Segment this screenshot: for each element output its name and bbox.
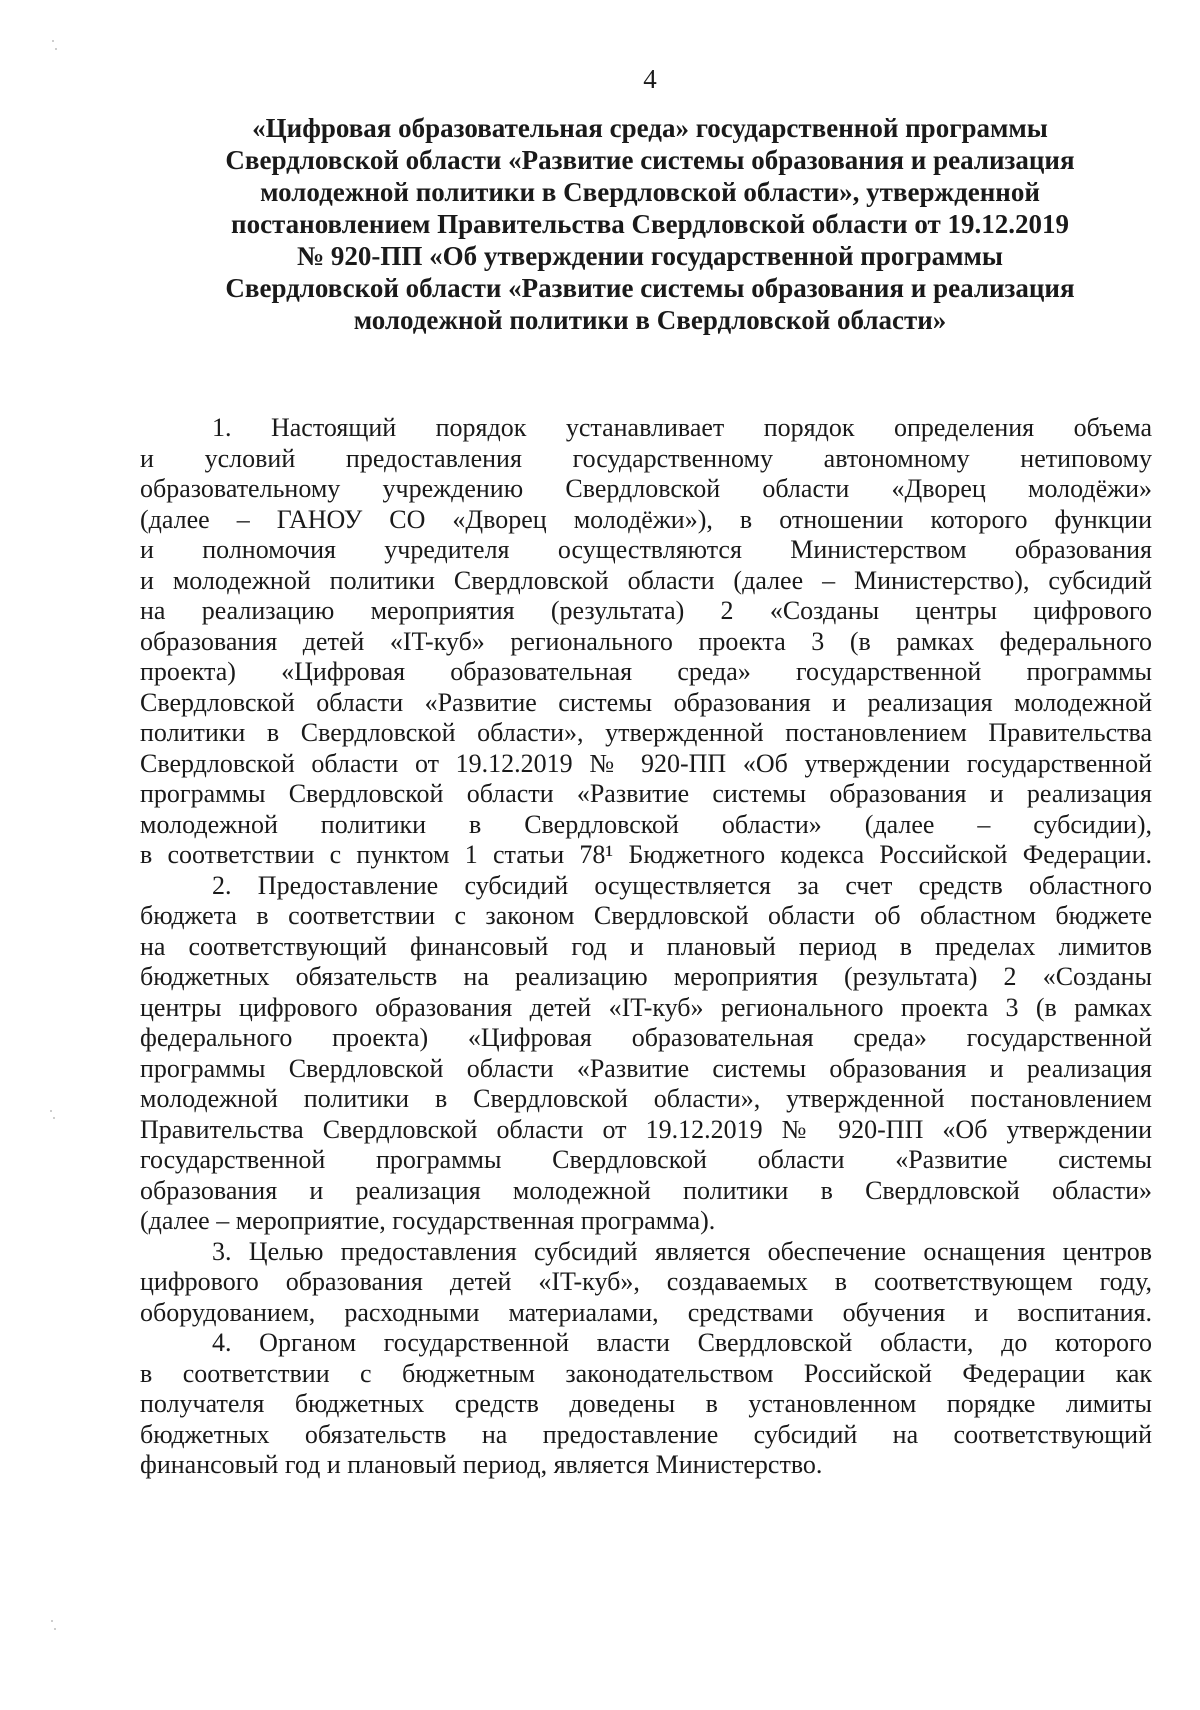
text-line: на реализацию мероприятия (результата) 2 «Созданы центры цифрового [140, 596, 1152, 625]
text-line: финансовый год и плановый период, является Министерство. [140, 1450, 823, 1479]
text-line: образования и реализация молодежной политики в Свердловской области» [140, 1175, 1152, 1205]
text-line: 4. Органом государственной власти Свердловской области, до которого [212, 1328, 1152, 1357]
heading-line: Свердловской области «Развитие системы образования и реализация [225, 273, 1075, 303]
paragraph-2 [140, 871, 1152, 1237]
text-line: (далее – ГАНОУ СО «Дворец молодёжи»), в отношении которого функции [140, 504, 1152, 534]
text-line: в соответствии с пунктом 1 статьи 78¹ Бюджетного кодекса Российской Федерации. [140, 840, 1152, 869]
text-line: и молодежной политики Свердловской области (далее – Министерство), субсидий [140, 565, 1152, 595]
heading-line: постановлением Правительства Свердловской области от 19.12.2019 [231, 209, 1069, 239]
text-line: программы Свердловской области «Развитие системы образования и реализация [140, 1053, 1152, 1083]
text-line: цифрового образования детей «IT-куб», создаваемых в соответствующем году, [140, 1267, 1152, 1296]
text-line: программы Свердловской области «Развитие системы образования и реализация [140, 779, 1152, 808]
text-line: 1. Настоящий порядок устанавливает порядок определения объема [212, 413, 1152, 442]
text-line: Правительства Свердловской области от 19.12.2019 № 920-ПП «Об утверждении [140, 1114, 1152, 1144]
text-line: и условий предоставления государственному автономному нетиповому [140, 443, 1152, 473]
text-line: молодежной политики в Свердловской области» (далее – субсидии), [140, 809, 1152, 839]
text-line: политики в Свердловской области», утвержденной постановлением Правительства [140, 718, 1152, 747]
heading-line: «Цифровая образовательная среда» государственной программы [252, 113, 1048, 143]
text-line: бюджета в соответствии с законом Свердловской области об областном бюджете [140, 901, 1152, 930]
scan-mark [51, 1620, 53, 1622]
paragraph-1 [140, 413, 1152, 871]
text-line: получателя бюджетных средств доведены в установленном порядке лимиты [140, 1389, 1152, 1418]
document-heading [165, 112, 1135, 336]
text-line: в соответствии с бюджетным законодательством Российской Федерации как [140, 1358, 1152, 1388]
scan-mark [54, 1628, 56, 1630]
page-number: 4 [643, 64, 657, 94]
heading-line: № 920-ПП «Об утверждении государственной программы [297, 241, 1003, 271]
paragraph-4 [140, 1328, 1152, 1481]
text-line: и полномочия учредителя осуществляются Министерством образования [140, 535, 1152, 564]
text-line: Свердловской области от 19.12.2019 № 920-ПП «Об утверждении государственной [140, 748, 1152, 778]
text-line: Свердловской области «Развитие системы образования и реализация молодежной [140, 687, 1152, 717]
paragraph-3 [140, 1237, 1152, 1329]
text-line: на соответствующий финансовый год и плановый период в пределах лимитов [140, 931, 1152, 961]
scan-mark [50, 1110, 52, 1112]
scan-mark [55, 48, 57, 50]
scan-mark [52, 40, 54, 42]
text-line: образования детей «IT-куб» регионального проекта 3 (в рамках федерального [140, 626, 1152, 656]
heading-line: молодежной политики в Свердловской области», утвержденной [260, 177, 1040, 207]
text-line: бюджетных обязательств на реализацию мероприятия (результата) 2 «Созданы [140, 962, 1152, 991]
heading-line: Свердловской области «Развитие системы образования и реализация [225, 145, 1075, 175]
text-line: (далее – мероприятие, государственная программа). [140, 1206, 716, 1235]
text-line: центры цифрового образования детей «IT-куб» регионального проекта 3 (в рамках [140, 992, 1152, 1022]
text-line: федерального проекта) «Цифровая образовательная среда» государственной [140, 1023, 1152, 1052]
text-line: государственной программы Свердловской области «Развитие системы [140, 1145, 1152, 1174]
text-line: бюджетных обязательств на предоставление субсидий на соответствующий [140, 1419, 1152, 1449]
document-body [140, 413, 1152, 1481]
scan-mark [53, 1117, 55, 1119]
heading-line: молодежной политики в Свердловской области» [353, 305, 947, 335]
text-line: 3. Целью предоставления субсидий является обеспечение оснащения центров [212, 1236, 1152, 1266]
text-line: оборудованием, расходными материалами, средствами обучения и воспитания. [140, 1297, 1152, 1327]
text-line: 2. Предоставление субсидий осуществляется за счет средств областного [212, 870, 1152, 900]
text-line: образовательному учреждению Свердловской области «Дворец молодёжи» [140, 474, 1152, 503]
text-line: молодежной политики в Свердловской области», утвержденной постановлением [140, 1084, 1152, 1113]
text-line: проекта) «Цифровая образовательная среда» государственной программы [140, 657, 1152, 686]
